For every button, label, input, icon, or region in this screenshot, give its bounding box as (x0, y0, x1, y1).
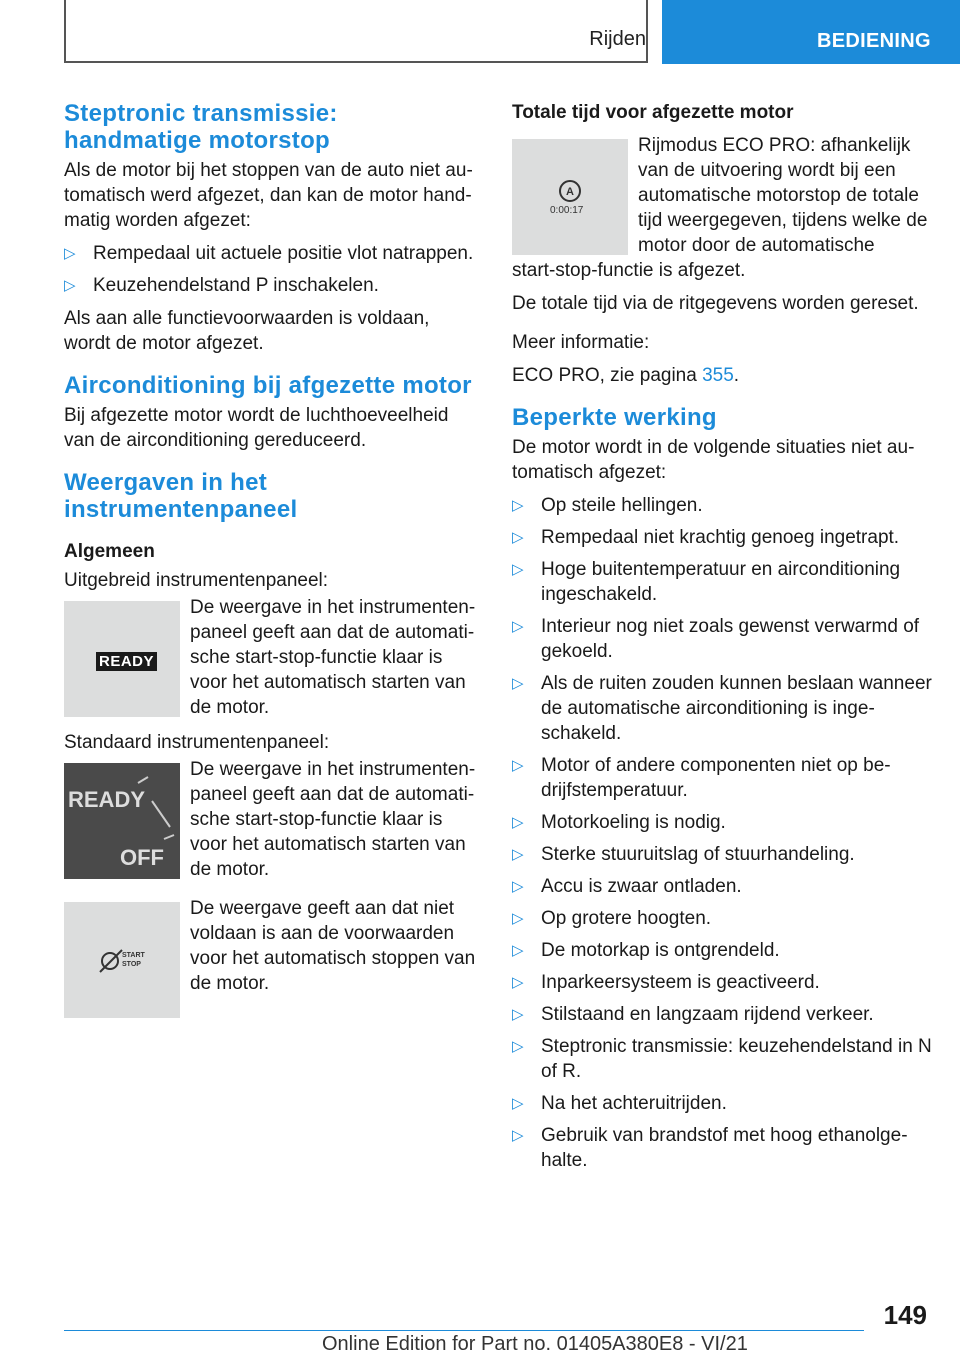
list-item: ▷ Als de ruiten zouden kunnen beslaan wanneer de automatische airconditioning is ingeschakeld. (512, 673, 932, 744)
list-item: ▷ Inparkeersysteem is geactiveerd. (512, 972, 820, 993)
header-section: Rijden (589, 28, 646, 50)
figure-caption: De weergave in het instrumentenpaneel geeft aan dat de automatische start-stop-functie klaar is voor het automatisch starten van de motor. (190, 759, 476, 880)
triangle-bullet-icon: ▷ (512, 910, 524, 927)
page-reference-link[interactable]: 355 (702, 365, 734, 386)
gauge-needle-icon (64, 763, 180, 879)
triangle-bullet-icon: ▷ (512, 942, 524, 959)
start-stop-crossed-icon (64, 902, 180, 1018)
figure-caption: De weergave geeft aan dat niet voldaan is aan de voorwaarden voor het automatisch stoppen van de motor. (190, 898, 476, 994)
paragraph: Meer informatie: (512, 332, 650, 353)
section-title: Weergaven in het instrumentenpaneel (64, 469, 298, 523)
triangle-bullet-icon: ▷ (512, 757, 524, 774)
triangle-bullet-icon: ▷ (64, 245, 76, 262)
triangle-bullet-icon: ▷ (512, 561, 524, 578)
auto-start-stop-icon (512, 139, 628, 255)
bullet-list (512, 493, 932, 1173)
triangle-bullet-icon: ▷ (512, 675, 524, 692)
list-item: ▷ Na het achteruitrijden. (512, 1093, 727, 1114)
paragraph: Uitgebreid instrumentenpaneel: (64, 570, 329, 591)
list-item: ▷ Motorkoeling is nodig. (512, 812, 726, 833)
triangle-bullet-icon: ▷ (64, 277, 76, 294)
figure-ready-standard (64, 759, 480, 882)
triangle-bullet-icon: ▷ (512, 618, 524, 635)
triangle-bullet-icon: ▷ (512, 974, 524, 991)
header-frame (64, 0, 648, 63)
paragraph: De totale tijd via de ritgegevens worden gereset. (512, 293, 919, 314)
svg-text:A: A (566, 186, 574, 198)
triangle-bullet-icon: ▷ (512, 814, 524, 831)
figure-start-stop (64, 898, 480, 1018)
triangle-bullet-icon: ▷ (512, 1038, 524, 1055)
triangle-bullet-icon: ▷ (512, 878, 524, 895)
section-title: Beperkte werking (512, 404, 717, 431)
paragraph: start-stop-functie is afgezet. (512, 260, 746, 281)
subsection-title: Algemeen (64, 541, 155, 562)
list-item: ▷ Accu is zwaar ontladen. (512, 876, 742, 897)
figure-caption: De weergave in het instrumentenpaneel geeft aan dat de automatische start-stop-functie klaar is voor het automatisch starten van de motor. (190, 597, 476, 718)
list-item: ▷ Motor of andere componenten niet op bedrijfstemperatuur. (512, 755, 891, 801)
ready-badge: READY (96, 652, 157, 671)
list-item: ▷ Hoge buitentemperatuur en airconditioning ingeschakeld. (512, 559, 901, 605)
paragraph: Bij afgezette motor wordt de luchthoeveelheid van de airconditioning gereduceerd. (64, 405, 449, 451)
header-tab[interactable]: BEDIENING (662, 0, 960, 64)
bullet-list (64, 241, 480, 298)
triangle-bullet-icon: ▷ (512, 529, 524, 546)
list-item: ▷ Stilstaand en langzaam rijdend verkeer. (512, 1004, 874, 1025)
triangle-bullet-icon: ▷ (512, 1095, 524, 1112)
section-title: Steptronic transmissie: handmatige motorstop (64, 100, 338, 154)
figure-caption: Rijmodus ECO PRO: afhankelijk van de uitvoering wordt bij een automatische motorstop de totale tijd weergegeven, tijdens welke de motor door de automatische (638, 135, 928, 256)
paragraph: De motor wordt in de volgende situaties niet automatisch afgezet: (512, 437, 915, 483)
list-item: ▷ Sterke stuuruitslag of stuurhandeling. (512, 844, 855, 865)
page-number: 149 (883, 1300, 927, 1330)
paragraph: ECO PRO, zie pagina 355. (512, 365, 740, 386)
list-item: ▷ Rempedaal uit actuele positie vlot natrappen. (64, 243, 474, 264)
list-item: ▷ Interieur nog niet zoals gewenst verwarmd of gekoeld. (512, 616, 920, 662)
start-stop-icon-image: START STOP (64, 902, 180, 1018)
figure-ready-extended (64, 597, 480, 720)
list-item: ▷ Op grotere hoogten. (512, 908, 712, 929)
section-title: Airconditioning bij afgezette motor (64, 372, 472, 399)
triangle-bullet-icon: ▷ (512, 1006, 524, 1023)
subsection-title: Totale tijd voor afgezette motor (512, 102, 794, 123)
list-item: ▷ Op steile hellingen. (512, 495, 703, 516)
list-item: ▷ De motorkap is ontgrendeld. (512, 940, 780, 961)
footer-edition: Online Edition for Part no. 01405A380E8 - VI/21 (322, 1333, 748, 1355)
paragraph: Standaard instrumentenpaneel: (64, 732, 330, 753)
list-item: ▷ Gebruik van brandstof met hoog ethanolgehalte. (512, 1125, 908, 1171)
list-item: ▷ Steptronic transmissie: keuzehendelstand in N of R. (512, 1036, 932, 1082)
triangle-bullet-icon: ▷ (512, 497, 524, 514)
right-column (512, 100, 932, 1181)
triangle-bullet-icon: ▷ (512, 1127, 524, 1144)
triangle-bullet-icon: ▷ (512, 846, 524, 863)
list-item: ▷ Keuzehendelstand P inschakelen. (64, 275, 379, 296)
paragraph: Als aan alle functievoorwaarden is voldaan, wordt de motor afgezet. (64, 308, 430, 354)
ready-indicator-image (64, 601, 180, 717)
ready-off-gauge-image: READY OFF (64, 763, 180, 879)
footer-divider (64, 1330, 864, 1331)
paragraph: Als de motor bij het stoppen van de auto niet automatisch werd afgezet, dan kan de motor handmatig worden afgezet: (64, 160, 473, 231)
left-column (64, 100, 480, 1028)
eco-timer-image (512, 139, 628, 255)
figure-timer (512, 135, 932, 258)
list-item: ▷ Rempedaal niet krachtig genoeg ingetrapt. (512, 527, 900, 548)
timer-readout: 0:00:17 (550, 205, 584, 216)
